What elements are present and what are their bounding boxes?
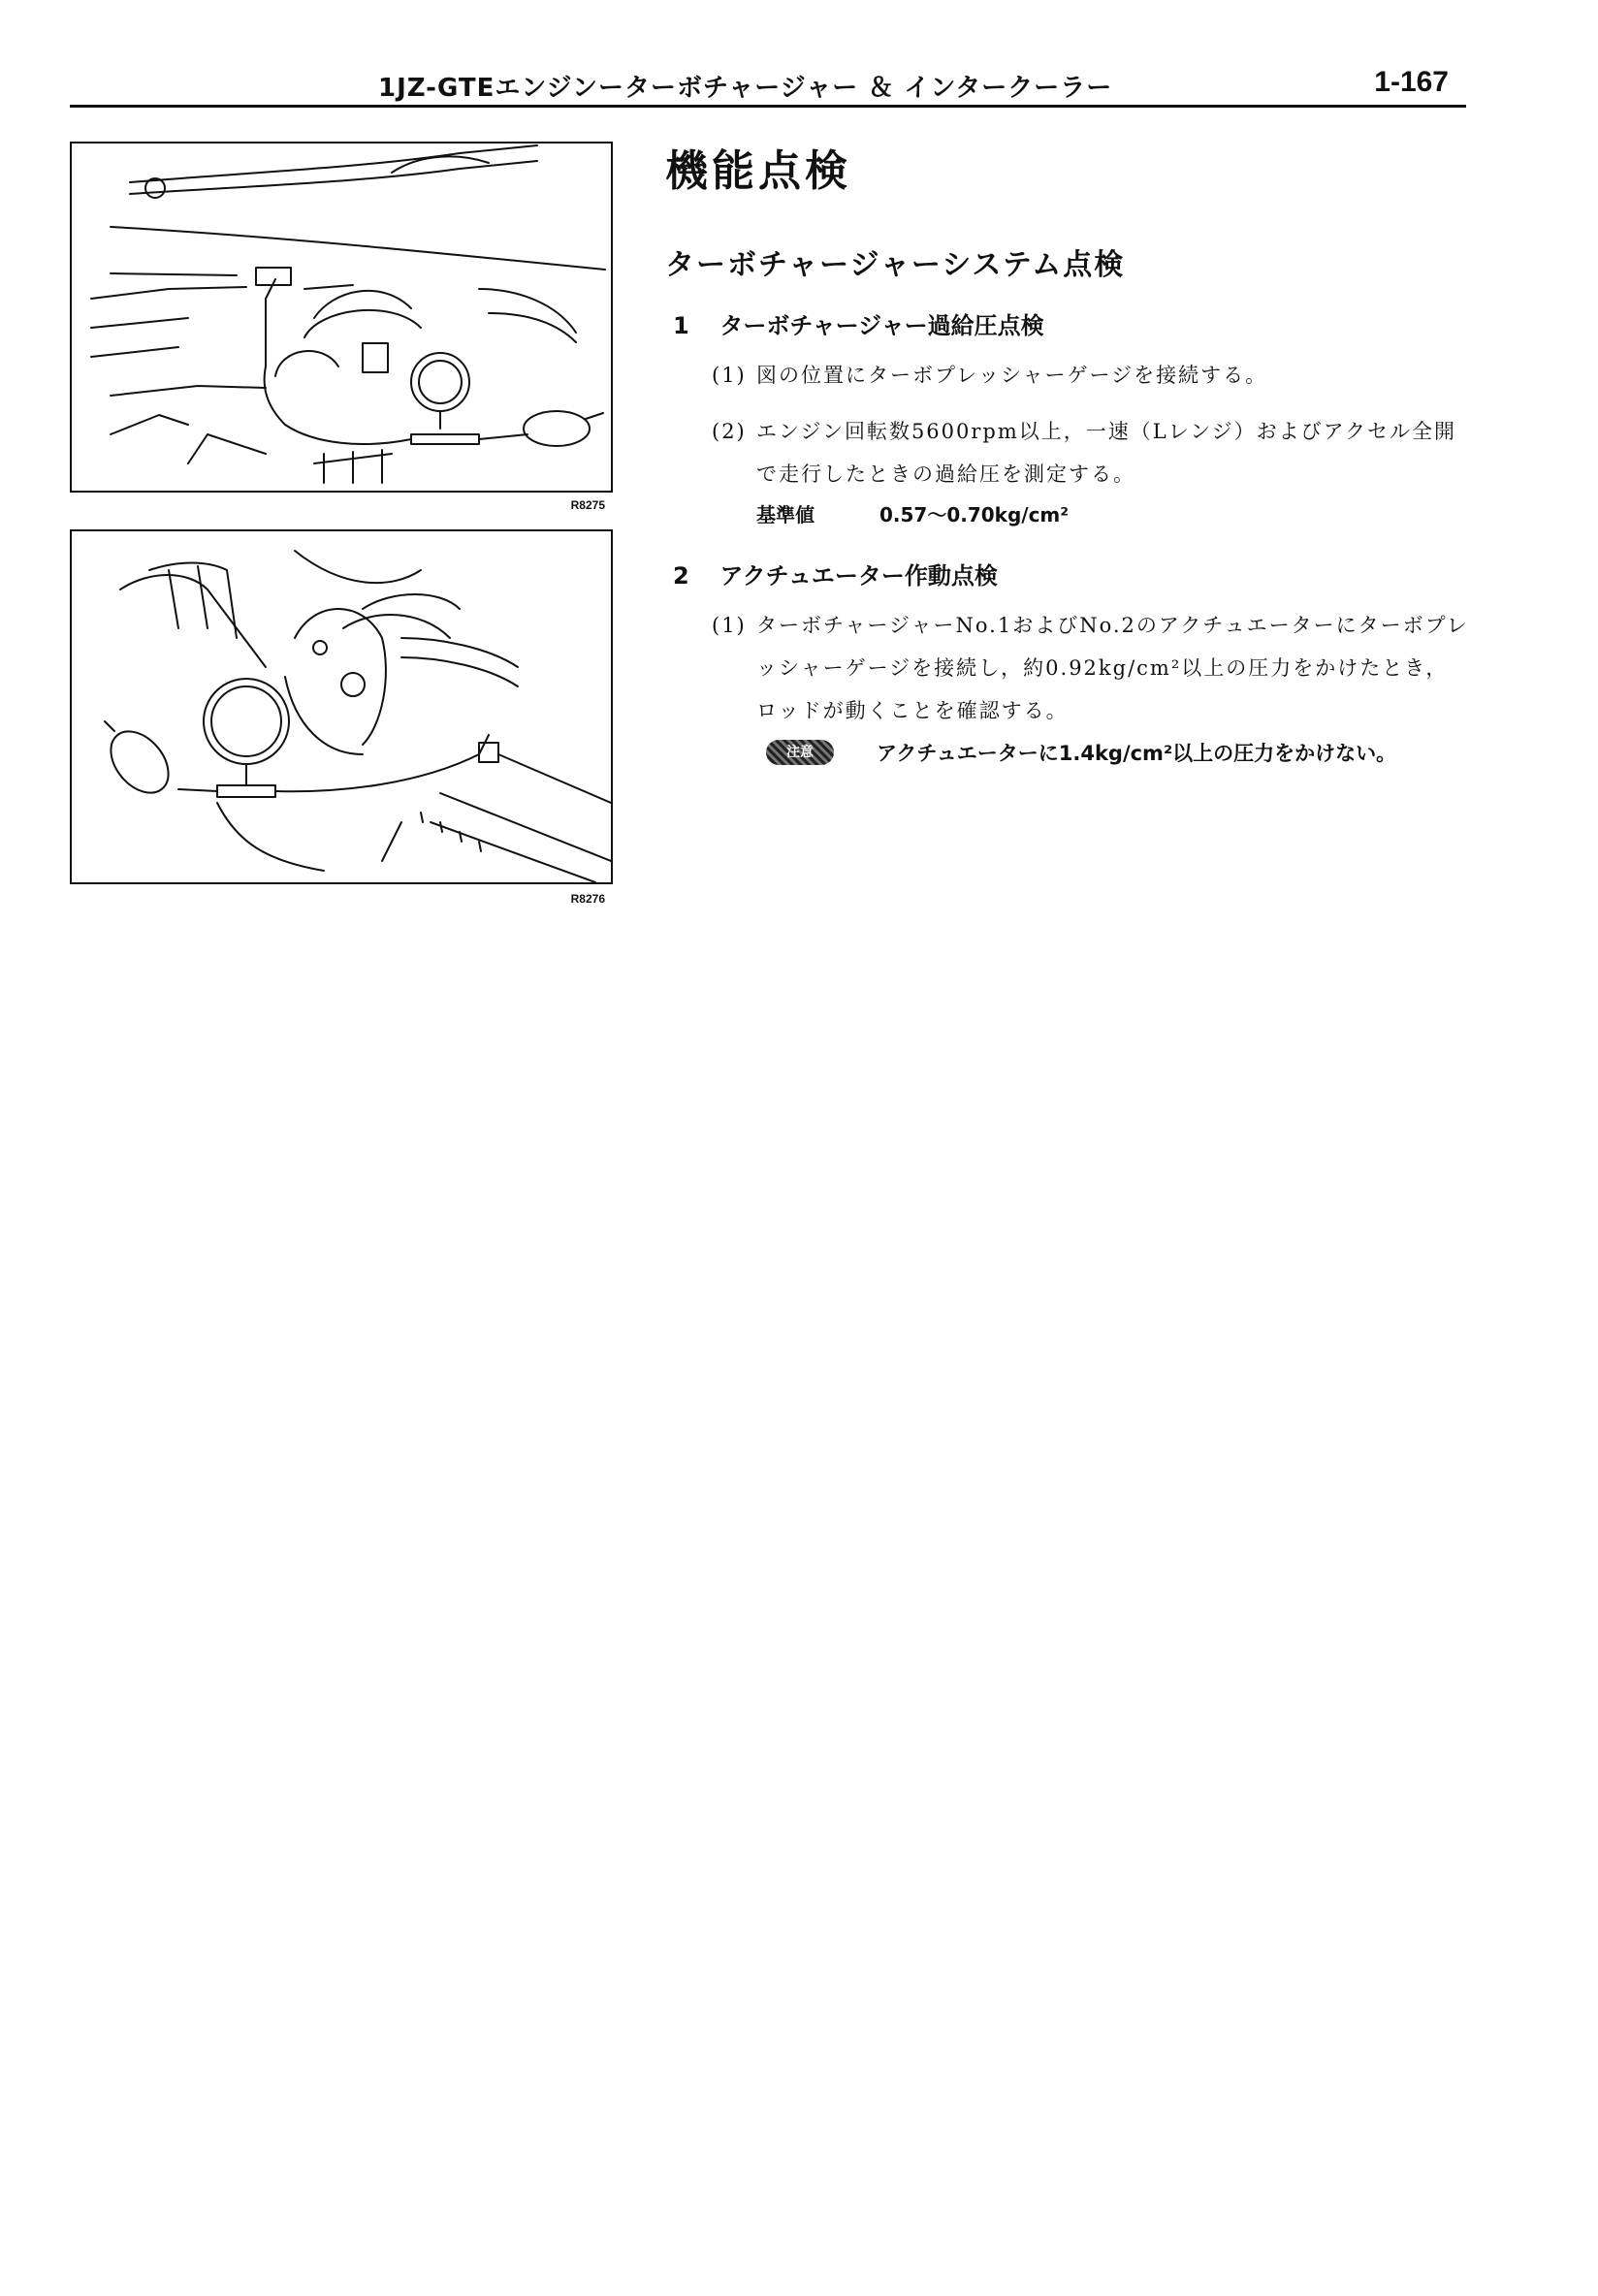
item-text: エンジン回転数5600rpm以上，一速（Lレンジ）およびアクセル全開で走行したときの過給圧を測定する。 xyxy=(756,420,1457,486)
step-title: アクチュエーター作動点検 xyxy=(719,562,998,590)
list-item xyxy=(712,354,1470,397)
item-text: 図の位置にターボプレッシャーゲージを接続する。 xyxy=(756,364,1268,387)
caution-note xyxy=(766,738,1470,767)
caution-badge: 注意 xyxy=(766,740,834,765)
turbo-pressure-gauge-connection-illustration-icon xyxy=(72,144,611,491)
step-title: ターボチャージャー過給圧点検 xyxy=(719,312,1044,339)
section-title: 機能点検 xyxy=(665,146,851,196)
item-number: (1) xyxy=(712,364,747,387)
figure-turbo-pressure-gauge xyxy=(70,142,613,493)
step-number: 1 xyxy=(673,312,689,339)
spec-value: 0.57～0.70kg/cm² xyxy=(879,503,1070,526)
step-heading xyxy=(665,557,1470,590)
caution-text: アクチュエーターに1.4kg/cm²以上の圧力をかけない。 xyxy=(877,742,1397,765)
subsection-title: ターボチャージャーシステム点検 xyxy=(665,248,1126,282)
item-number: (1) xyxy=(712,614,747,637)
item-text: ターボチャージャーNo.1およびNo.2のアクチュエーターにターボプレッシャーゲージを接続し，約0.92kg/cm²以上の圧力をかけたとき，ロッドが動くことを確認する。 xyxy=(756,614,1469,722)
page-header xyxy=(70,62,1466,108)
list-item xyxy=(712,410,1470,495)
figure-code: R8276 xyxy=(570,892,605,906)
step-heading xyxy=(665,306,1470,340)
spec-label: 基準値 xyxy=(756,503,815,526)
item-number: (2) xyxy=(712,420,747,443)
figure-code: R8275 xyxy=(570,498,605,512)
actuator-pressure-gauge-illustration-icon xyxy=(72,531,611,882)
list-item xyxy=(712,604,1470,732)
figure-actuator-check xyxy=(70,529,613,884)
spec-value-row xyxy=(756,499,1470,527)
step-number: 2 xyxy=(673,562,689,590)
page-number: 1-167 xyxy=(1374,66,1449,98)
header-title: 1JZ-GTEエンジンーターボチャージャー ＆ インタークーラー xyxy=(378,74,1113,103)
content-column xyxy=(665,136,1470,767)
